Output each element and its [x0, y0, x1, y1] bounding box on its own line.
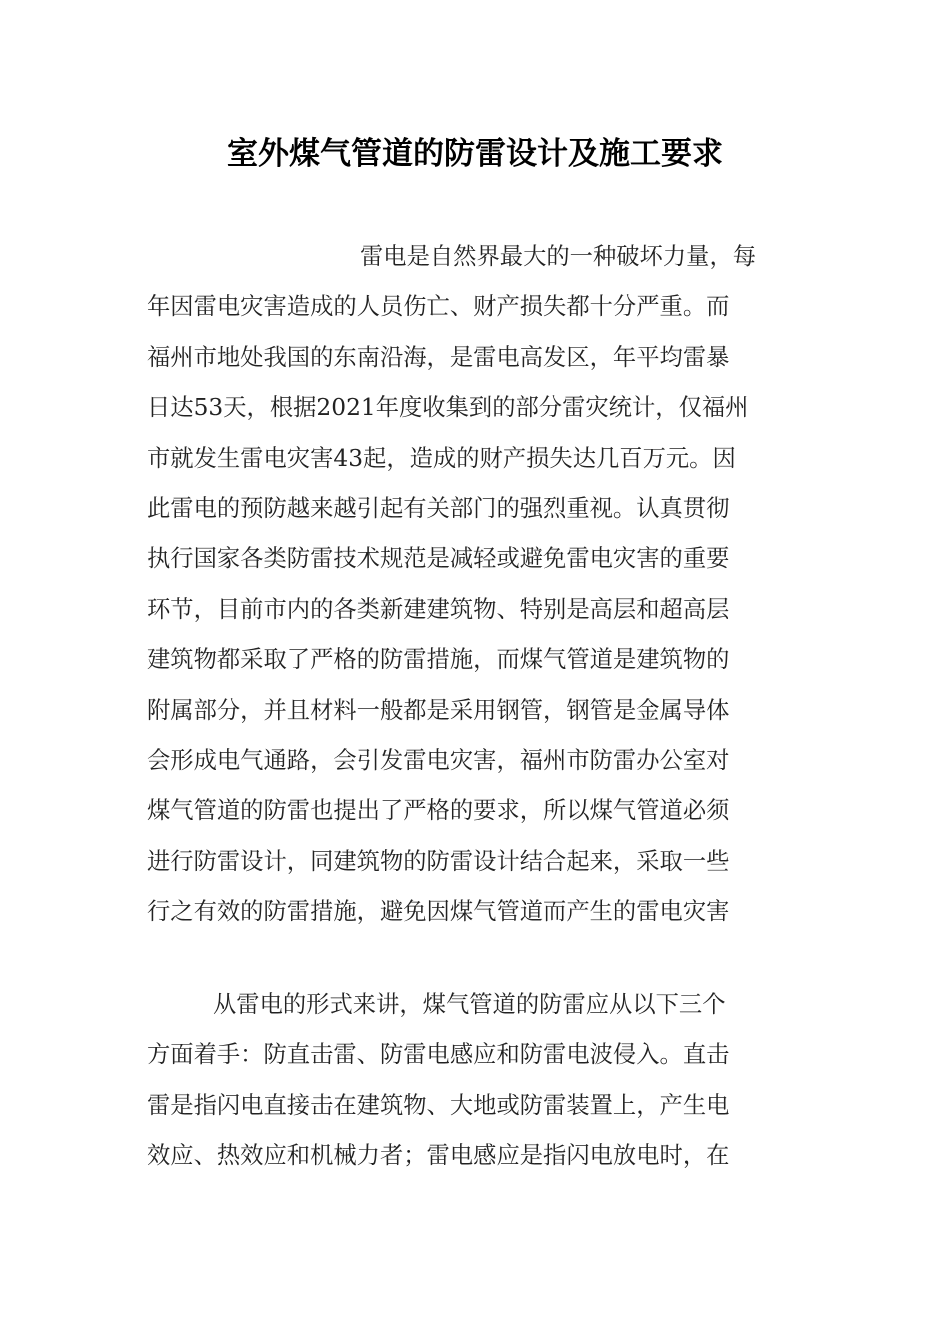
paragraph-line: 年因雷电灾害造成的人员伤亡、财产损失都十分严重。而: [147, 293, 730, 321]
paragraph-line: 从雷电的形式来讲，煤气管道的防雷应从以下三个: [213, 991, 726, 1018]
document-title: 室外煤气管道的防雷设计及施工要求: [227, 136, 723, 172]
paragraph-line: 煤气管道的防雷也提出了严格的要求，所以煤气管道必须: [147, 797, 730, 825]
paragraph-line: 执行国家各类防雷技术规范是减轻或避免雷电灾害的重要: [147, 545, 730, 573]
paragraph-line: 进行防雷设计，同建筑物的防雷设计结合起来，采取一些: [147, 847, 730, 875]
paragraph-line: 效应、热效应和机械力者；雷电感应是指闪电放电时，在: [147, 1142, 730, 1170]
paragraph-line: 行之有效的防雷措施，避免因煤气管道而产生的雷电灾害: [147, 898, 730, 926]
paragraph-line: 福州市地处我国的东南沿海，是雷电高发区，年平均雷暴: [147, 343, 730, 371]
paragraph-2: [147, 980, 804, 1182]
paragraph-line: 雷电是自然界最大的一种破坏力量，每: [360, 243, 757, 270]
paragraph-line: 会形成电气通路，会引发雷电灾害，福州市防雷办公室对: [147, 746, 730, 774]
paragraph-line: 建筑物都采取了严格的防雷措施，而煤气管道是建筑物的: [147, 646, 730, 674]
paragraph-line: 环节，目前市内的各类新建建筑物、特别是高层和超高层: [147, 595, 730, 623]
paragraph-line: 方面着手：防直击雷、防雷电感应和防雷电波侵入。直击: [147, 1041, 730, 1069]
paragraph-line: 市就发生雷电灾害43起，造成的财产损失达几百万元。因: [147, 444, 736, 472]
paragraph-1: [147, 232, 804, 937]
paragraph-line: 附属部分，并且材料一般都是采用钢管，钢管是金属导体: [147, 696, 730, 724]
paragraph-line: 雷是指闪电直接击在建筑物、大地或防雷装置上，产生电: [147, 1091, 730, 1119]
paragraph-line: 日达53天，根据2021年度收集到的部分雷灾统计，仅福州: [147, 394, 749, 422]
paragraph-line: 此雷电的预防越来越引起有关部门的强烈重视。认真贯彻: [147, 494, 730, 522]
